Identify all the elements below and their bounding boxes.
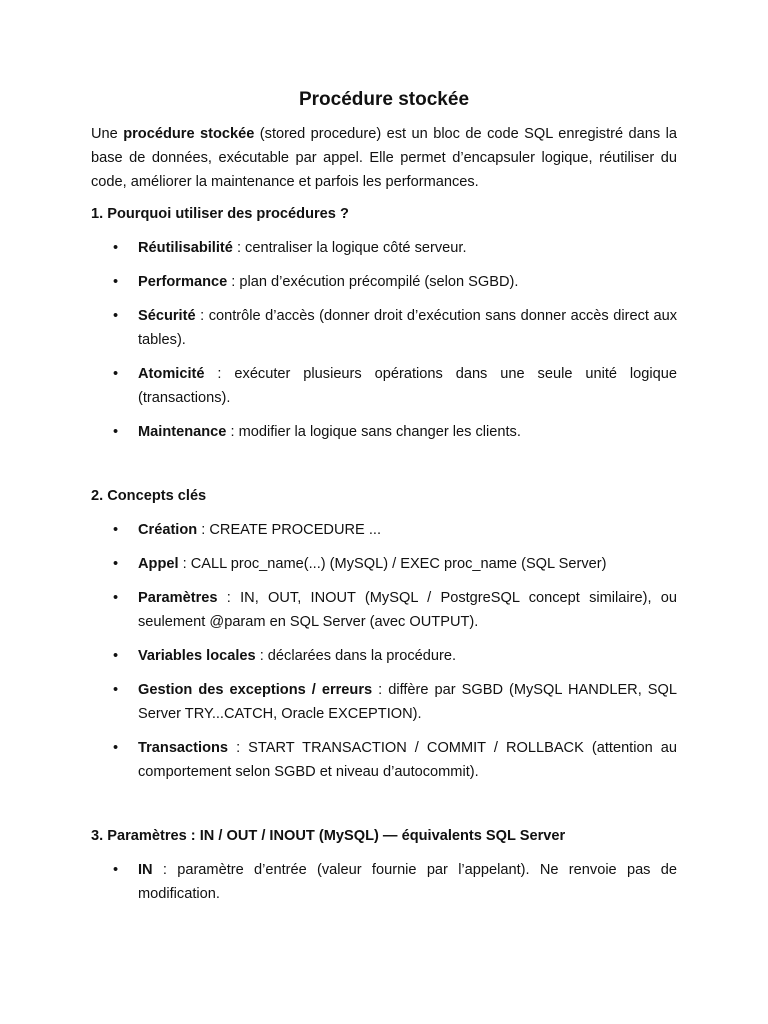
bullet-icon: • bbox=[113, 556, 119, 572]
intro-prefix: Une bbox=[91, 126, 124, 142]
item-term: Variables locales bbox=[138, 648, 256, 664]
bullet-icon: • bbox=[113, 522, 119, 538]
bullet-icon: • bbox=[113, 424, 119, 440]
item-term: Performance bbox=[138, 274, 228, 290]
item-term: IN bbox=[138, 862, 153, 878]
section-spacer bbox=[91, 454, 677, 484]
item-text: : déclarées dans la procédure. bbox=[255, 648, 457, 664]
item-text: : plan d’exécution précompilé (selon SGBD). bbox=[227, 274, 519, 290]
item-text: : paramètre d’entrée (valeur fournie par l’appelant). Ne renvoie pas de modification. bbox=[138, 862, 677, 902]
intro-bold-term: procédure stockée bbox=[123, 126, 255, 142]
item-text: : IN, OUT, INOUT (MySQL / PostgreSQL concept similaire), ou seulement @param en SQL Server (avec OUTPUT). bbox=[138, 590, 677, 630]
item-term: Gestion des exceptions / erreurs bbox=[138, 682, 373, 698]
section-list-2 bbox=[91, 518, 677, 784]
list-item bbox=[91, 362, 677, 410]
bullet-icon: • bbox=[113, 862, 119, 878]
section-heading-2: 2. Concepts clés bbox=[91, 488, 207, 504]
item-term: Atomicité bbox=[138, 366, 205, 382]
document-title: Procédure stockée bbox=[298, 89, 470, 110]
bullet-icon: • bbox=[113, 648, 119, 664]
section-list-3 bbox=[91, 858, 677, 906]
section-heading-1: 1. Pourquoi utiliser des procédures ? bbox=[91, 206, 349, 222]
list-item bbox=[91, 552, 677, 576]
item-text: : contrôle d’accès (donner droit d’exécution sans donner accès direct aux tables). bbox=[138, 308, 677, 348]
list-item bbox=[91, 678, 677, 726]
list-item bbox=[91, 270, 677, 294]
item-text: : CALL proc_name(...) (MySQL) / EXEC proc_name (SQL Server) bbox=[178, 556, 607, 572]
list-item bbox=[91, 586, 677, 634]
bullet-icon: • bbox=[113, 740, 119, 756]
intro-paragraph bbox=[91, 122, 677, 194]
item-text: : centraliser la logique côté serveur. bbox=[232, 240, 467, 256]
bullet-icon: • bbox=[113, 274, 119, 290]
item-term: Sécurité bbox=[138, 308, 196, 324]
item-text: : exécuter plusieurs opérations dans une seule unité logique (transactions). bbox=[138, 366, 677, 406]
section-list-1 bbox=[91, 236, 677, 444]
list-item bbox=[91, 304, 677, 352]
item-text: : START TRANSACTION / COMMIT / ROLLBACK (attention au comportement selon SGBD et niveau d’autocommit). bbox=[138, 740, 677, 780]
bullet-icon: • bbox=[113, 590, 119, 606]
bullet-icon: • bbox=[113, 682, 119, 698]
item-term: Création bbox=[138, 522, 198, 538]
bullet-icon: • bbox=[113, 308, 119, 324]
intro-rest: (stored procedure) est un bloc de code SQL enregistré dans la base de données, exécutable par appel. Elle permet d’encapsuler logique, réutiliser du code, améliorer la maintenance et parfois les performances. bbox=[91, 126, 677, 190]
list-item bbox=[91, 644, 677, 668]
item-term: Appel bbox=[138, 556, 179, 572]
item-term: Maintenance bbox=[138, 424, 227, 440]
section-heading-3: 3. Paramètres : IN / OUT / INOUT (MySQL) — équivalents SQL Server bbox=[91, 828, 566, 844]
bullet-icon: • bbox=[113, 366, 119, 382]
item-term: Transactions bbox=[138, 740, 229, 756]
section-spacer bbox=[91, 794, 677, 824]
list-item bbox=[91, 736, 677, 784]
bullet-icon: • bbox=[113, 240, 119, 256]
list-item bbox=[91, 236, 677, 260]
item-term: Paramètres bbox=[138, 590, 218, 606]
list-item bbox=[91, 858, 677, 906]
document-page bbox=[91, 86, 677, 916]
item-text: : diffère par SGBD (MySQL HANDLER, SQL Server TRY...CATCH, Oracle EXCEPTION). bbox=[138, 682, 677, 722]
item-text: : CREATE PROCEDURE ... bbox=[197, 522, 381, 538]
item-term: Réutilisabilité bbox=[138, 240, 233, 256]
list-item bbox=[91, 420, 677, 444]
list-item bbox=[91, 518, 677, 542]
item-text: : modifier la logique sans changer les clients. bbox=[226, 424, 521, 440]
